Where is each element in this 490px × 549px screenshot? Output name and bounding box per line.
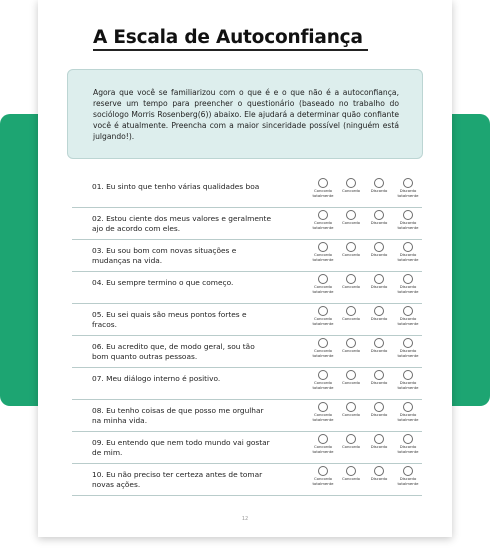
question-row	[72, 207, 422, 240]
document-page	[38, 0, 452, 537]
question-text: 07. Meu diálogo interno é positivo.	[92, 374, 221, 383]
answer-option-label: Discordo	[370, 252, 388, 257]
radio-circle-icon[interactable]	[374, 178, 384, 188]
radio-circle-icon[interactable]	[374, 338, 384, 348]
question-row	[72, 463, 422, 496]
intro-box	[67, 69, 423, 159]
answer-option-label: Discordo	[370, 412, 388, 417]
radio-circle-icon[interactable]	[403, 306, 413, 316]
question-text: 05. Eu sei quais são meus pontos fortes e fracos.	[92, 310, 247, 329]
radio-circle-icon[interactable]	[403, 434, 413, 444]
radio-circle-icon[interactable]	[403, 274, 413, 284]
radio-circle-icon[interactable]	[374, 210, 384, 220]
radio-circle-icon[interactable]	[374, 434, 384, 444]
answer-option-label: Concordo	[341, 444, 361, 449]
title-underline	[93, 49, 368, 51]
radio-circle-icon[interactable]	[346, 466, 356, 476]
answer-option[interactable]	[391, 242, 425, 262]
radio-circle-icon[interactable]	[374, 370, 384, 380]
radio-circle-icon[interactable]	[346, 242, 356, 252]
question-row	[72, 303, 422, 336]
answer-option-label: Concordo totalmente	[312, 220, 334, 230]
answer-option[interactable]	[391, 466, 425, 486]
radio-circle-icon[interactable]	[403, 178, 413, 188]
answer-option-label: Concordo totalmente	[312, 316, 334, 326]
answer-option-label: Concordo totalmente	[312, 476, 334, 486]
answer-option[interactable]	[391, 306, 425, 326]
radio-circle-icon[interactable]	[318, 434, 328, 444]
answer-option-label: Concordo	[341, 252, 361, 257]
radio-circle-icon[interactable]	[346, 434, 356, 444]
radio-circle-icon[interactable]	[403, 402, 413, 412]
radio-circle-icon[interactable]	[346, 338, 356, 348]
answer-option-label: Concordo	[341, 348, 361, 353]
answer-option-label: Discordo	[370, 220, 388, 225]
answer-option-label: Discordo totalmente	[397, 412, 419, 422]
answer-option-label: Discordo	[370, 348, 388, 353]
answer-option-label: Concordo totalmente	[312, 444, 334, 454]
answer-option[interactable]	[391, 210, 425, 230]
radio-circle-icon[interactable]	[403, 466, 413, 476]
answer-option[interactable]	[391, 402, 425, 422]
radio-circle-icon[interactable]	[374, 306, 384, 316]
radio-circle-icon[interactable]	[318, 274, 328, 284]
answer-option-label: Discordo	[370, 476, 388, 481]
answer-option-label: Discordo totalmente	[397, 444, 419, 454]
answer-option-label: Discordo	[370, 316, 388, 321]
answer-option-label: Discordo	[370, 188, 388, 193]
radio-circle-icon[interactable]	[318, 306, 328, 316]
answer-option-label: Discordo totalmente	[397, 348, 419, 358]
question-text: 02. Estou ciente dos meus valores e geralmente ajo de acordo com eles.	[92, 214, 271, 233]
intro-text: Agora que você se familiarizou com o que é e o que não é a autoconfiança, reserve um tempo para preencher o questionário (baseado no trabalho do sociólogo Morris Rosenberg(6)) abaixo. Ele ajudará a determinar quão confiante você é atualmente. Preencha com a maior sinceridade possível (ninguém está julgando!).	[93, 88, 399, 141]
answer-option[interactable]	[391, 434, 425, 454]
answer-option-label: Concordo totalmente	[312, 380, 334, 390]
radio-circle-icon[interactable]	[374, 466, 384, 476]
answer-option-label: Discordo	[370, 444, 388, 449]
answer-option-label: Concordo	[341, 412, 361, 417]
answer-option-label: Discordo	[370, 284, 388, 289]
answer-option-label: Concordo	[341, 476, 361, 481]
answer-option-label: Discordo	[370, 380, 388, 385]
question-row	[72, 367, 422, 400]
answer-option[interactable]	[391, 338, 425, 358]
radio-circle-icon[interactable]	[346, 178, 356, 188]
answer-option-label: Discordo totalmente	[397, 188, 419, 198]
radio-circle-icon[interactable]	[318, 338, 328, 348]
radio-circle-icon[interactable]	[346, 370, 356, 380]
answer-option-label: Discordo totalmente	[397, 252, 419, 262]
answer-option[interactable]	[391, 178, 425, 198]
answer-option-label: Concordo	[341, 220, 361, 225]
question-row	[72, 399, 422, 432]
radio-circle-icon[interactable]	[403, 210, 413, 220]
question-text: 08. Eu tenho coisas de que posso me orgulhar na minha vida.	[92, 406, 264, 425]
answer-option-label: Concordo	[341, 380, 361, 385]
radio-circle-icon[interactable]	[374, 274, 384, 284]
answer-option-label: Discordo totalmente	[397, 220, 419, 230]
answer-option-label: Concordo	[341, 316, 361, 321]
radio-circle-icon[interactable]	[318, 242, 328, 252]
answer-option-label: Discordo totalmente	[397, 476, 419, 486]
answer-option-label: Concordo totalmente	[312, 252, 334, 262]
radio-circle-icon[interactable]	[374, 402, 384, 412]
answer-option-label: Concordo totalmente	[312, 284, 334, 294]
radio-circle-icon[interactable]	[318, 466, 328, 476]
radio-circle-icon[interactable]	[346, 210, 356, 220]
question-text: 10. Eu não preciso ter certeza antes de tomar novas ações.	[92, 470, 263, 489]
page-number: 12	[241, 516, 249, 522]
question-row	[72, 335, 422, 368]
radio-circle-icon[interactable]	[318, 370, 328, 380]
question-row	[72, 175, 422, 208]
answer-option-label: Discordo totalmente	[397, 380, 419, 390]
radio-circle-icon[interactable]	[318, 178, 328, 188]
question-text: 03. Eu sou bom com novas situações e mudanças na vida.	[92, 246, 237, 265]
question-row	[72, 271, 422, 304]
radio-circle-icon[interactable]	[403, 242, 413, 252]
question-text: 09. Eu entendo que nem todo mundo vai gostar de mim.	[92, 438, 270, 457]
question-row	[72, 239, 422, 272]
answer-option-label: Concordo totalmente	[312, 412, 334, 422]
radio-circle-icon[interactable]	[318, 210, 328, 220]
answer-option[interactable]	[391, 274, 425, 294]
radio-circle-icon[interactable]	[346, 274, 356, 284]
radio-circle-icon[interactable]	[318, 402, 328, 412]
radio-circle-icon[interactable]	[374, 242, 384, 252]
answer-option-label: Discordo totalmente	[397, 316, 419, 326]
question-text: 04. Eu sempre termino o que começo.	[92, 278, 234, 287]
radio-circle-icon[interactable]	[346, 402, 356, 412]
answer-option[interactable]	[391, 370, 425, 390]
question-text: 01. Eu sinto que tenho várias qualidades boa	[92, 182, 260, 191]
radio-circle-icon[interactable]	[403, 338, 413, 348]
answer-option-label: Concordo	[341, 188, 361, 193]
answer-option-label: Concordo totalmente	[312, 348, 334, 358]
question-row	[72, 431, 422, 464]
radio-circle-icon[interactable]	[403, 370, 413, 380]
answer-option-label: Concordo totalmente	[312, 188, 334, 198]
answer-option-label: Discordo totalmente	[397, 284, 419, 294]
question-text: 06. Eu acredito que, de modo geral, sou tão bom quanto outras pessoas.	[92, 342, 255, 361]
page-title: A Escala de Autoconfiança	[93, 27, 363, 48]
answer-option-label: Concordo	[341, 284, 361, 289]
radio-circle-icon[interactable]	[346, 306, 356, 316]
